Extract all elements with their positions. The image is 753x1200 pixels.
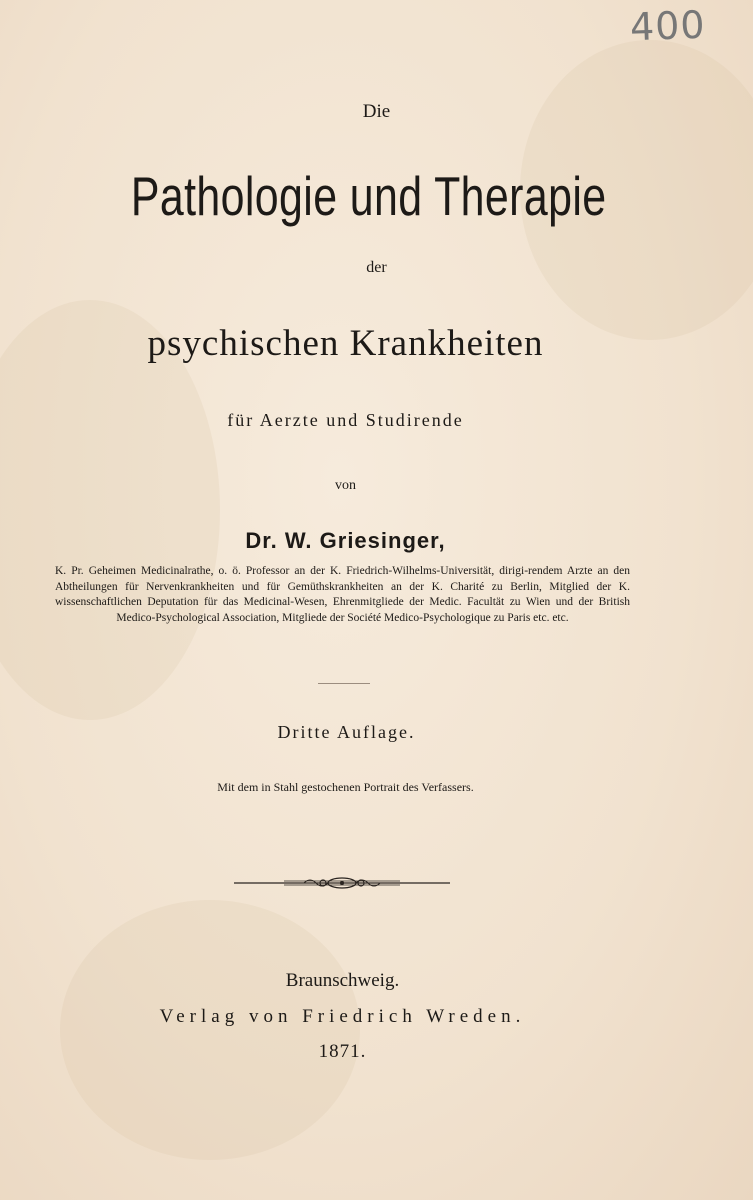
paper-stain [60,900,360,1160]
subtitle: psychischen Krankheiten [147,323,544,364]
publisher: Verlag von Friedrich Wreden. [159,1006,526,1027]
pencil-note: 400 [629,2,707,50]
edition: Dritte Auflage. [277,722,416,742]
title-connector: der [366,259,387,276]
audience: für Aerzte und Studirende [227,410,464,430]
title-article: Die [362,101,391,122]
by-line: von [335,478,356,493]
short-divider [318,683,370,684]
ornamental-rule-icon [234,872,450,894]
publication-year: 1871. [318,1041,367,1062]
author-name: Dr. W. Griesinger, [245,528,446,553]
author-credentials: K. Pr. Geheimen Medicinalrathe, o. ö. Professor an der K. Friedrich-Wilhelms-Universität, dirigi-rendem Arzte an den Abtheilungen für Nervenkrankheiten und für Gemüthskrankheiten an der K. Charité zu Berlin, Mitglied der K. wissenschaftlichen Deputation für das Medicinal-Wesen, Ehrenmitgliede der Medic. Facultät zu Wien und der British Medico-Psychological Association, Mitgliede der Société Medico-Psychologique zu Paris etc. etc. [55,565,630,624]
main-title: Pathologie und Therapie [130,165,607,227]
portrait-note: Mit dem in Stahl gestochenen Portrait des Verfassers. [217,780,474,794]
publication-place: Braunschweig. [285,970,400,991]
